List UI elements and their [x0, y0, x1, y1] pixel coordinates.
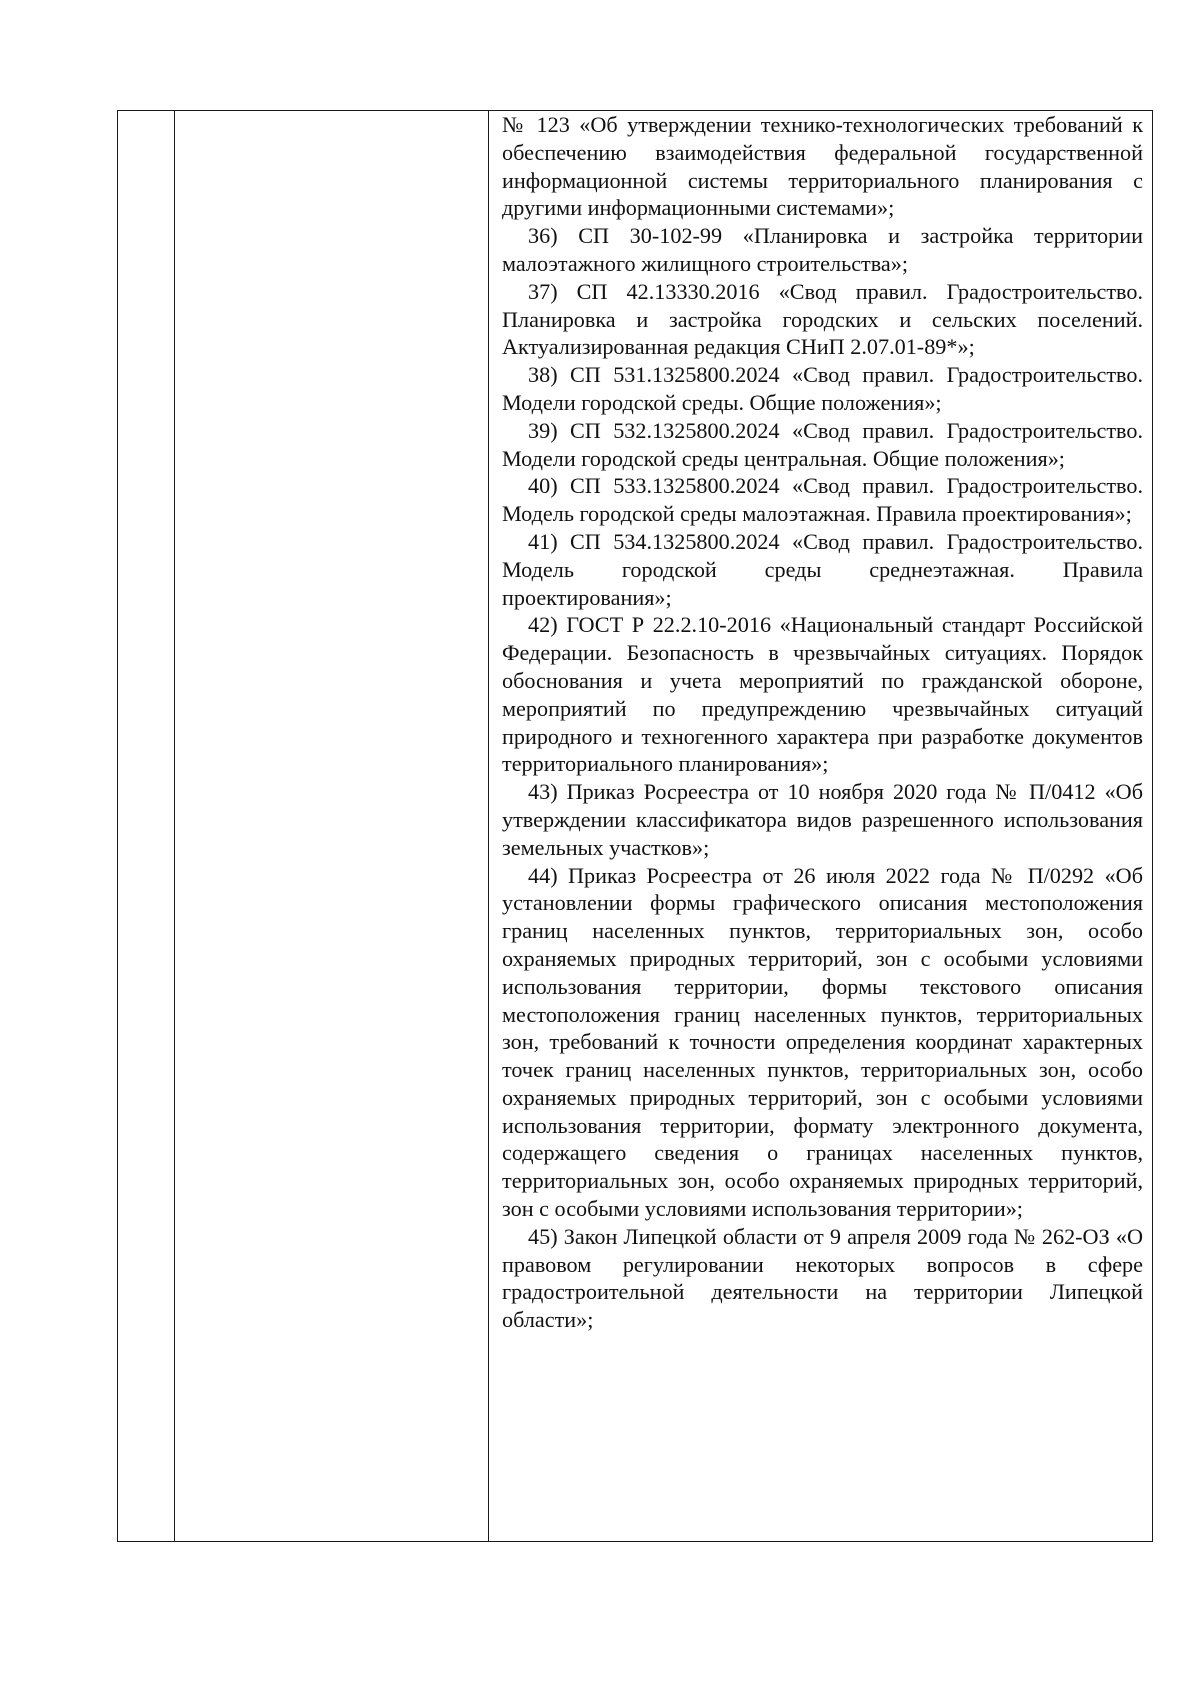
list-item: 36) СП 30-102-99 «Планировка и застройка территории малоэтажного жилищного строительства»; — [502, 223, 1143, 276]
list-item: 43) Приказ Росреестра от 10 ноября 2020 года № П/0412 «Об утверждении классификатора видов разрешенного использования земельных участков»; — [502, 779, 1143, 860]
list-item: 39) СП 532.1325800.2024 «Свод правил. Градостроительство. Модели городской среды центральная. Общие положения»; — [502, 417, 1143, 471]
table-column-divider-2 — [488, 111, 489, 1541]
list-item: 40) СП 533.1325800.2024 «Свод правил. Градостроительство. Модель городской среды малоэтажная. Правила проектирования»; — [502, 473, 1143, 527]
list-item: 42) ГОСТ Р 22.2.10-2016 «Национальный стандарт Российской Федерации. Безопасность в чрезвычайных ситуациях. Порядок обоснования и учета мероприятий по гражданской обороне, мероприятий по предупреждению чрезвычайных ситуаций природного и техногенного характера при разработке документов территориального планирования»; — [502, 612, 1143, 777]
list-item: 38) СП 531.1325800.2024 «Свод правил. Градостроительство. Модели городской среды. Общие положения»; — [502, 362, 1143, 415]
list-item: 45) Закон Липецкой области от 9 апреля 2009 года № 262-ОЗ «О правовом регулировании некоторых вопросов в сфере градостроительной деятельности на территории Липецкой области»; — [502, 1223, 1143, 1333]
list-item: 41) СП 534.1325800.2024 «Свод правил. Градостроительство. Модель городской среды среднеэтажная. Правила проектирования»; — [502, 528, 1143, 610]
table-column-divider-1 — [174, 111, 175, 1541]
document-table — [117, 110, 1153, 1542]
list-item-continuation: № 123 «Об утверждении технико-технологических требований к обеспечению взаимодействия федеральной государственной информационной системы территориального планирования с другими информационными системами»; — [502, 112, 1143, 221]
list-item: 44) Приказ Росреестра от 26 июля 2022 года № П/0292 «Об установлении формы графического описания местоположения границ населенных пунктов, территориальных зон, особо охраняемых природных территорий, зон с особыми условиями использования территории, формы текстового описания местоположения границ населенных пунктов, территориальных зон, требований к точности определения координат характерных точек границ населенных пунктов, территориальных зон, особо охраняемых природных территорий, зон с особыми условиями использования территории, формату электронного документа, содержащего сведения о границах населенных пунктов, территориальных зон, особо охраняемых природных территорий, зон с особыми условиями использования территории»; — [502, 862, 1143, 1222]
table-cell-content — [502, 111, 1143, 1334]
list-item: 37) СП 42.13330.2016 «Свод правил. Градостроительство. Планировка и застройка городских и сельских поселений. Актуализированная редакция СНиП 2.07.01-89*»; — [502, 278, 1143, 360]
